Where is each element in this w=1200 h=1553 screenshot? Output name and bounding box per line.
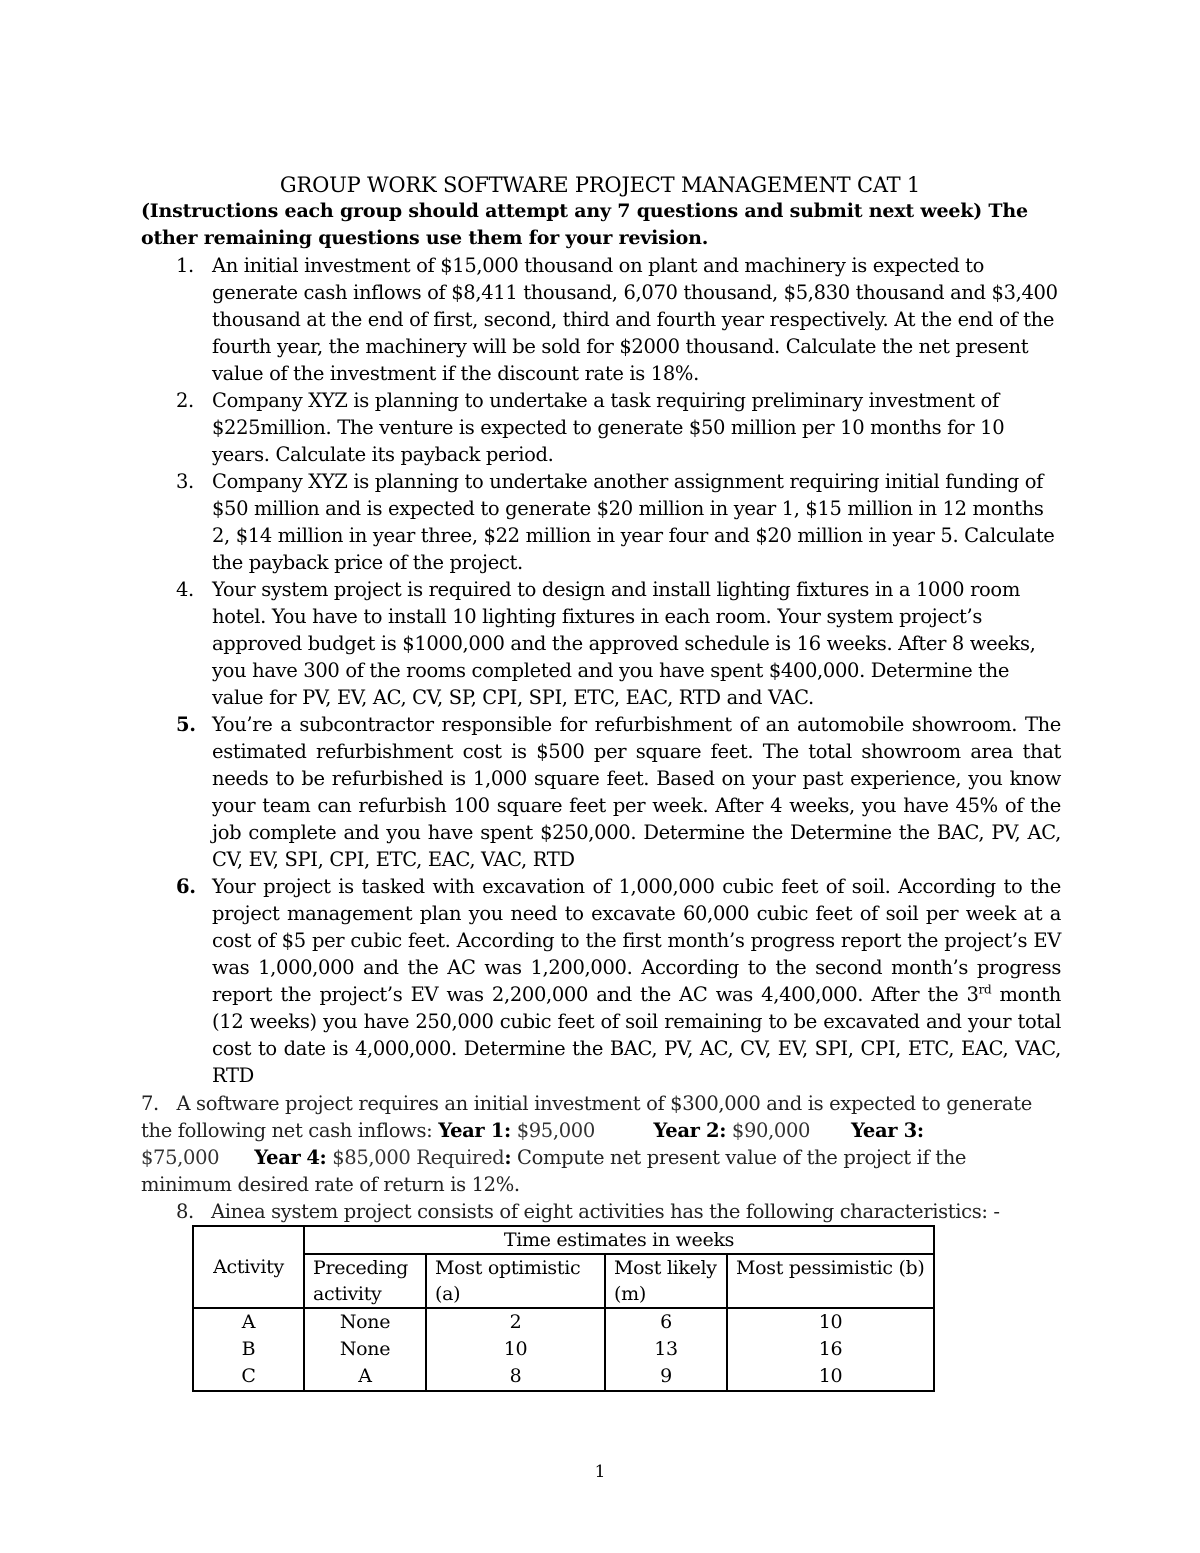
year-4-label: 4:: [306, 1146, 327, 1169]
most-pessimistic-header: Most pessimistic (b): [727, 1254, 934, 1308]
table-row: [193, 1308, 934, 1336]
year-2-label: Year 2:: [653, 1119, 727, 1142]
preceding-activity-header: Preceding activity: [304, 1254, 426, 1308]
question-5: [141, 711, 1061, 873]
year-2-value: $90,000: [726, 1119, 811, 1142]
question-4: [141, 576, 1061, 711]
activities-table: [192, 1225, 935, 1392]
table-cell: None: [304, 1336, 426, 1363]
table-cell: A: [193, 1308, 304, 1336]
table-cell: B: [193, 1336, 304, 1363]
table-row: [193, 1363, 934, 1391]
most-optimistic-header: Most optimistic (a): [426, 1254, 605, 1308]
table-cell: A: [304, 1363, 426, 1391]
question-number: 5.: [176, 713, 196, 736]
table-cell: 16: [727, 1336, 934, 1363]
question-text-part: Your project is tasked with excavation of 1,000,000 cubic feet of soil. According to the project management plan you need to excavate 60,000 cubic feet of soil per week at a cost of $5 per cubic feet. According to the first month’s progress report the project’s EV was 1,000,000 and the AC was 1,200,000. According to the second month’s progress report the project’s EV was 2,200,000 and the AC was 4,400,000. After the 3: [212, 875, 1061, 1006]
question-number: 8.: [176, 1200, 194, 1223]
table-cell: 2: [426, 1308, 605, 1336]
page-number: 1: [594, 1462, 606, 1482]
table-cell: 10: [727, 1363, 934, 1391]
table-cell: 6: [605, 1308, 727, 1336]
question-list: [141, 252, 1061, 1089]
question-number: 2.: [176, 389, 194, 412]
table-cell: 10: [727, 1308, 934, 1336]
most-likely-header: Most likely (m): [605, 1254, 727, 1308]
table-cell: 9: [605, 1363, 727, 1391]
question-number: 6.: [176, 875, 196, 898]
question-8: [176, 1198, 1056, 1225]
question-number: 4.: [176, 578, 194, 601]
document-title: GROUP WORK SOFTWARE PROJECT MANAGEMENT CAT 1: [279, 173, 921, 197]
question-text: Company XYZ is planning to undertake another assignment requiring initial funding of $50 million and is expected to generate $20 million in year 1, $15 million in 12 months 2, $14 million in year three, $22 million in year four and $20 million in year 5. Calculate the payback price of the project.: [212, 470, 1055, 574]
question-number: 3.: [176, 470, 194, 493]
question-2: [141, 387, 1061, 468]
table-subheader-row: [193, 1254, 934, 1308]
year-1-value: $95,000: [510, 1119, 595, 1142]
table-cell: None: [304, 1308, 426, 1336]
table-cell: C: [193, 1363, 304, 1391]
time-estimates-header: Time estimates in weeks: [304, 1226, 934, 1254]
question-text: Compute net present value of the project if the minimum desired rate of return is 12%.: [141, 1146, 967, 1196]
year-1-label: Year 1:: [438, 1119, 511, 1142]
question-1: [141, 252, 1061, 387]
question-text: Ainea system project consists of eight activities has the following characteristics: -: [211, 1200, 1000, 1223]
question-text: Company XYZ is planning to undertake a task requiring preliminary investment of $225million. The venture is expected to generate $50 million per 10 months for 10 years. Calculate its payback period.: [212, 389, 1005, 466]
question-3: [141, 468, 1061, 576]
question-text: Your system project is required to design and install lighting fixtures in a 1000 room hotel. You have to install 10 lighting fixtures in each room. Your system project’s approved budget is $1000,000 and the approved schedule is 16 weeks. After 8 weeks, you have 300 of the rooms completed and you have spent $400,000. Determine the value for PV, EV, AC, CV, SP, CPI, SPI, ETC, EAC, RTD and VAC.: [212, 578, 1036, 709]
question-6: [141, 873, 1061, 1089]
table-cell: 8: [426, 1363, 605, 1391]
year-4-value: $85,000 Required: [326, 1146, 505, 1169]
question-7: [141, 1090, 1061, 1198]
question-text: You’re a subcontractor responsible for refurbishment of an automobile showroom. The estimated refurbishment cost is $500 per square feet. The total showroom area that needs to be refurbished is 1,000 square feet. Based on your past experience, you know your team can refurbish 100 square feet per week. After 4 weeks, you have 45% of the job complete and you have spent $250,000. Determine the Determine the BAC, PV, AC, CV, EV, SPI, CPI, ETC, EAC, VAC, RTD: [212, 713, 1061, 871]
instructions: (Instructions each group should attempt any 7 questions and submit next week) The other remaining questions use them for your revision.: [141, 200, 1028, 249]
question-text-part: month (12 weeks) you have 250,000 cubic feet of soil remaining to be excavated and your total cost to date is 4,000,000. Determine the BAC, PV, AC, CV, EV, SPI, CPI, ETC, EAC, VAC, RTD: [212, 983, 1061, 1087]
table-row: [193, 1336, 934, 1363]
table-cell: 10: [426, 1336, 605, 1363]
question-text: [212, 873, 1061, 1089]
required-colon: :: [504, 1146, 512, 1169]
question-text: A software project requires an initial investment of $300,000 and is expected to generate the following net cash inflows:: [141, 1092, 1032, 1142]
year-3-label: Year 3:: [851, 1119, 924, 1142]
year-4-label: Year: [254, 1146, 301, 1169]
question-number: 7.: [141, 1092, 159, 1115]
year-3-value: $75,000: [141, 1146, 220, 1169]
question-number: 1.: [176, 254, 194, 277]
ordinal-suffix: rd: [978, 982, 992, 997]
activity-header: Activity: [193, 1226, 304, 1308]
question-text: An initial investment of $15,000 thousand on plant and machinery is expected to generate cash inflows of $8,411 thousand, 6,070 thousand, $5,830 thousand and $3,400 thousand at the end of first, second, third and fourth year respectively. At the end of the fourth year, the machinery will be sold for $2000 thousand. Calculate the net present value of the investment if the discount rate is 18%.: [212, 254, 1058, 385]
table-cell: 13: [605, 1336, 727, 1363]
table-header-row: [193, 1226, 934, 1254]
